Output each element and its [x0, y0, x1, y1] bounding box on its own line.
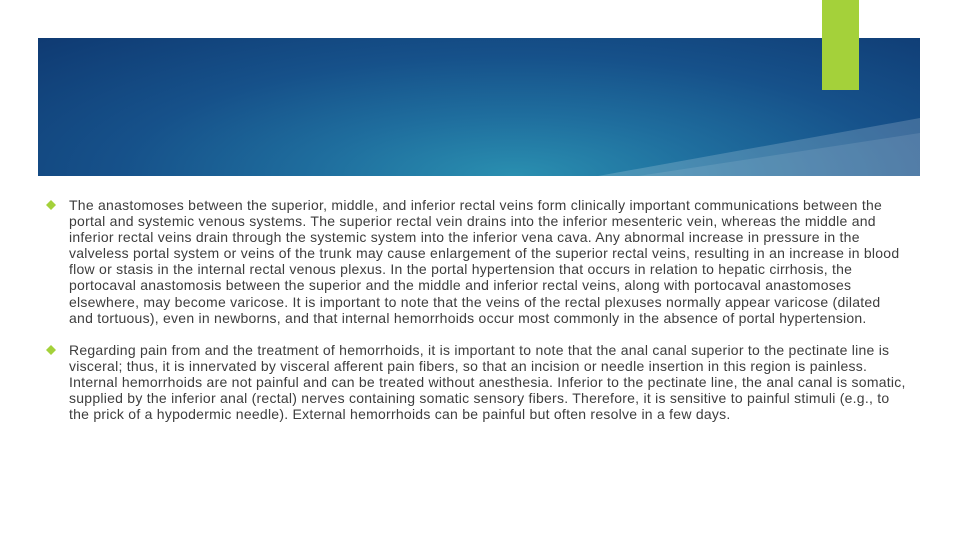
bullet-text: Regarding pain from and the treatment of hemorrhoids, it is important to note that the anal canal superior to the pectinate line is visceral; thus, it is innervated by visceral afferent pain fibers, so that an incision or needle insertion in this region is painless. Internal hemorrhoids are not painful and can be treated without anesthesia. Inferior to the pectinate line, the anal canal is somatic, supplied by the inferior anal (rectal) nerves containing somatic sensory fibers. Therefore, it is sensitive to painful stimuli (e.g., to the prick of a hypodermic needle). External hemorrhoids can be painful but often resolve in a few days.: [69, 341, 906, 423]
bullet-list: [46, 197, 908, 438]
accent-bar: [822, 0, 859, 90]
bullet-item: [46, 197, 908, 326]
bullet-item: [46, 342, 908, 422]
bullet-text: The anastomoses between the superior, middle, and inferior rectal veins form clinically important communications between the portal and systemic venous systems. The superior rectal vein drains into the inferior mesenteric vein, whereas the middle and inferior rectal veins drain through the systemic system into the inferior vena cava. Any abnormal increase in pressure in the valveless portal system or veins of the trunk may cause enlargement of the superior rectal veins, resulting in an increase in blood flow or stasis in the internal rectal venous plexus. In the portal hypertension that occurs in relation to hepatic cirrhosis, the portocaval anastomosis between the superior and the middle and inferior rectal veins, along with portocaval anastomoses elsewhere, may become varicose. It is important to note that the veins of the rectal plexuses normally appear varicose (dilated and tortuous), even in newborns, and that internal hemorrhoids occur most commonly in the absence of portal hypertension.: [69, 197, 900, 326]
title-banner: [38, 38, 920, 176]
diamond-bullet-icon: [46, 345, 56, 355]
banner-swoosh-decoration: [38, 38, 920, 176]
diamond-bullet-icon: [46, 200, 56, 210]
